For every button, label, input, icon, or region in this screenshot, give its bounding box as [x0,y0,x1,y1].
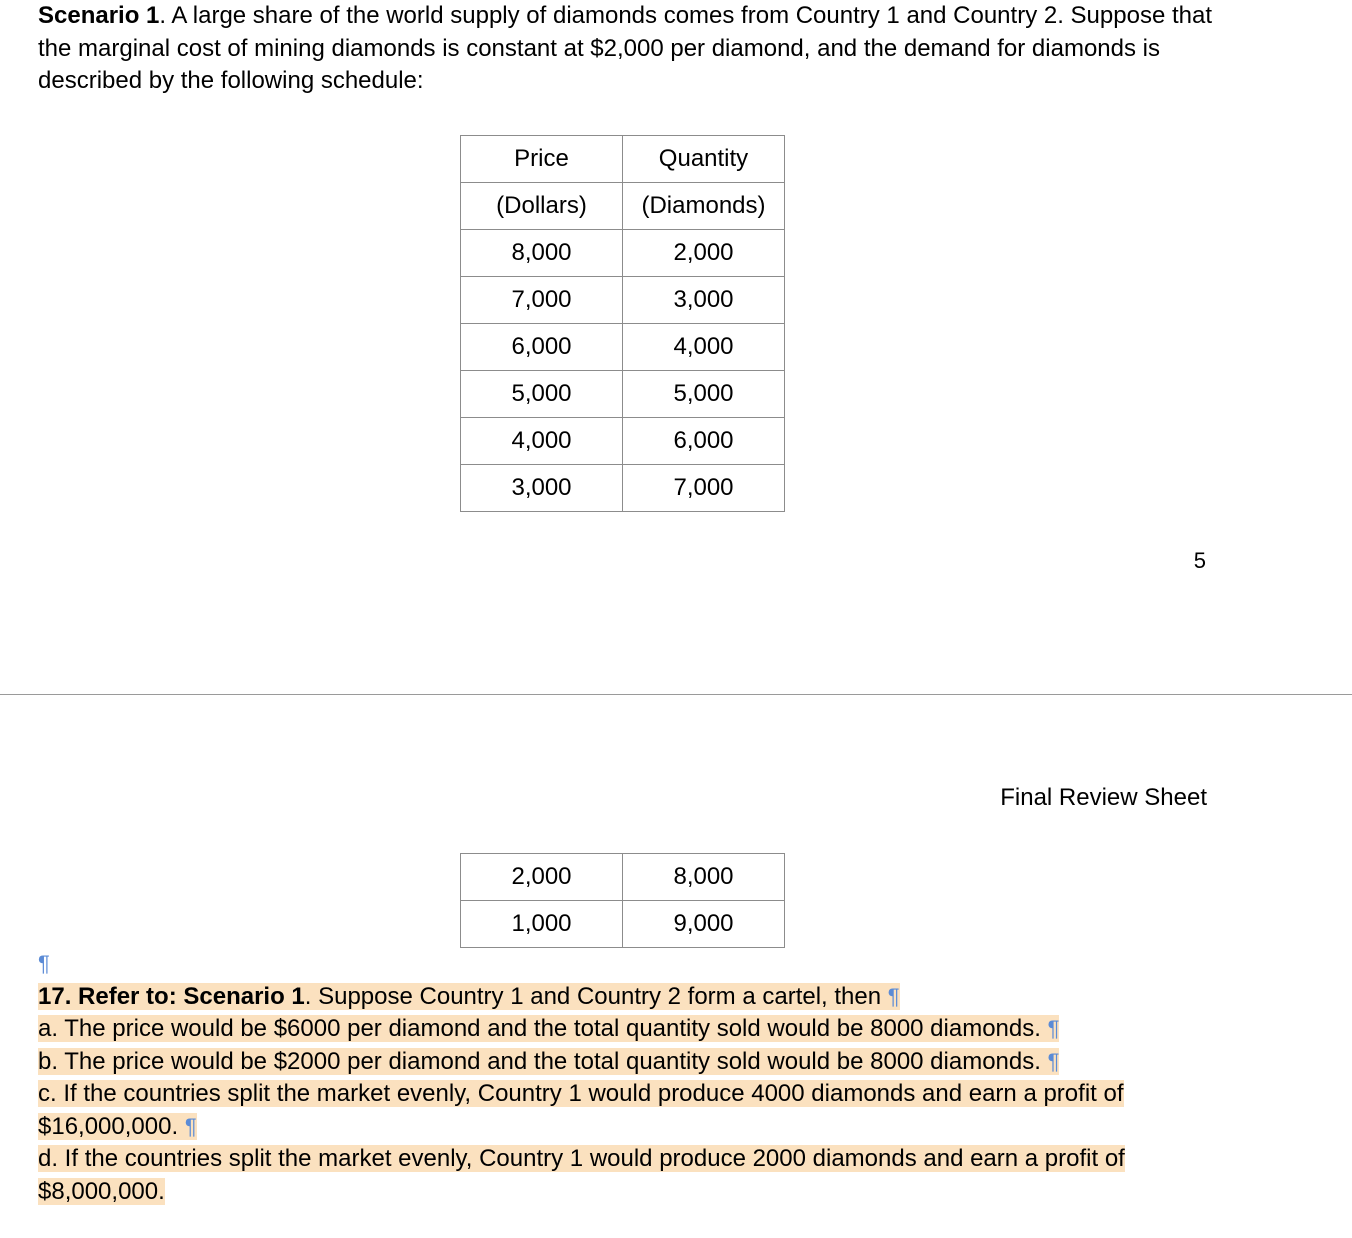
pilcrow-mark: ¶ [184,1113,197,1139]
header-cell: (Diamonds) [623,183,785,230]
price-cell: 4,000 [461,418,623,465]
header-cell: (Dollars) [461,183,623,230]
table-row [461,901,785,948]
page-number: 5 [1193,548,1206,573]
scenario-label: Scenario 1 [38,2,160,29]
option-a[interactable] [38,1013,1218,1046]
question-17 [38,948,1218,1208]
option-d-text: d. If the countries split the market evenly, Country 1 would produce 2000 diamonds and earn a profit of $8,000,000. [38,1145,1125,1205]
quantity-cell: 8,000 [623,854,785,901]
page-divider [0,694,1352,695]
pilcrow-mark: ¶ [1047,1016,1060,1041]
question-stem-text: . Suppose Country 1 and Country 2 form a cartel, then [304,982,882,1010]
table-row [461,371,785,418]
quantity-cell: 3,000 [623,277,785,324]
empty-paragraph [38,948,1218,981]
question-number: 17. Refer to: Scenario 1 [38,982,305,1010]
option-c-text: c. If the countries split the market evenly, Country 1 would produce 4000 diamonds and earn a profit of $16,000,000. [38,1080,1124,1140]
option-a-text: a. The price would be $6000 per diamond and the total quantity sold would be 8000 diamonds. [38,1015,1041,1042]
option-b-text: b. The price would be $2000 per diamond and the total quantity sold would be 8000 diamonds. [38,1047,1041,1075]
option-c[interactable] [38,1078,1218,1143]
table-row [461,230,785,277]
header-cell: Quantity [623,136,785,183]
quantity-cell: 2,000 [623,230,785,277]
quantity-cell: 7,000 [623,465,785,512]
price-cell: 1,000 [461,901,623,948]
pilcrow-mark: ¶ [887,983,900,1009]
header-cell: Price [461,136,623,183]
quantity-cell: 9,000 [623,901,785,948]
option-b[interactable] [38,1046,1218,1079]
table-header-row [461,136,785,183]
table-header-row [461,183,785,230]
price-cell: 5,000 [461,371,623,418]
price-cell: 6,000 [461,324,623,371]
pilcrow-mark: ¶ [38,951,50,976]
option-d[interactable] [38,1143,1218,1208]
scenario-intro [38,0,1228,98]
price-cell: 3,000 [461,465,623,512]
quantity-cell: 6,000 [623,418,785,465]
quantity-cell: 4,000 [623,324,785,371]
price-cell: 8,000 [461,230,623,277]
question-stem[interactable] [38,981,1218,1014]
table-row [461,277,785,324]
page-header-title: Final Review Sheet [1000,784,1207,811]
demand-schedule-table-continued [460,853,785,948]
table-row [461,418,785,465]
pilcrow-mark: ¶ [1047,1048,1060,1074]
price-cell: 7,000 [461,277,623,324]
table-row [461,324,785,371]
price-cell: 2,000 [461,854,623,901]
scenario-text: . A large share of the world supply of diamonds comes from Country 1 and Country 2. Suppose that the marginal cost of mining diamonds is constant at $2,000 per diamond, and the demand for diamonds is described by the following schedule: [38,2,1212,94]
demand-schedule-table [460,135,785,512]
quantity-cell: 5,000 [623,371,785,418]
table-row [461,854,785,901]
table-row [461,465,785,512]
